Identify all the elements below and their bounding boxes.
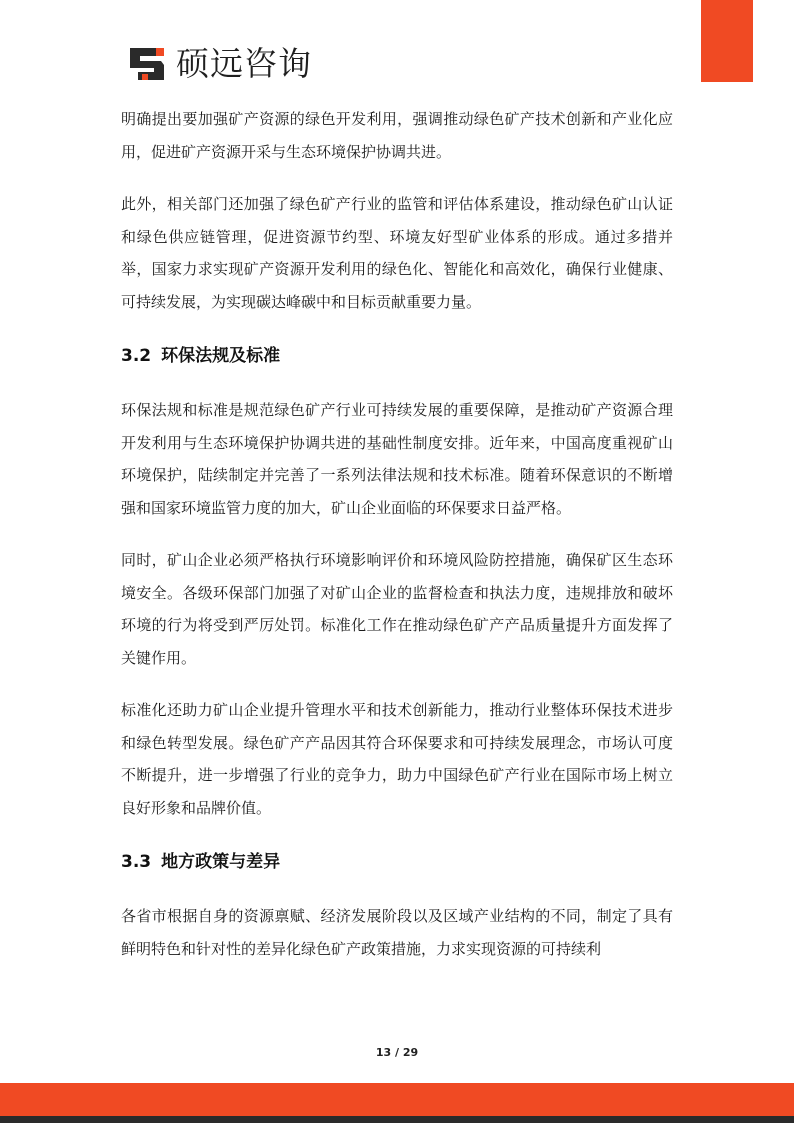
corner-accent-tab [701, 0, 753, 82]
logo-text: 硕远咨询 [176, 44, 312, 83]
section-title: 地方政策与差异 [161, 852, 281, 872]
page-number: 13 / 29 [375, 1046, 419, 1059]
document-body [121, 103, 673, 965]
paragraph: 此外，相关部门还加强了绿色矿产行业的监管和评估体系建设，推动绿色矿山认证和绿色供应链管理，促进资源节约型、环境友好型矿业体系的形成。通过多措并举，国家力求实现矿产资源开发利用的绿色化、智能化和高效化，确保行业健康、可持续发展，为实现碳达峰碳中和目标贡献重要力量。 [121, 195, 673, 311]
brand-mark-icon [128, 46, 166, 82]
logo [128, 44, 312, 84]
footer-accent-bar [0, 1083, 794, 1116]
section-title: 环保法规及标准 [161, 346, 281, 366]
section-heading-3-3 [121, 846, 673, 878]
section-number: 3.3 [121, 852, 152, 872]
paragraph: 标准化还助力矿山企业提升管理水平和技术创新能力，推动行业整体环保技术进步和绿色转型发展。绿色矿产产品因其符合环保要求和可持续发展理念，市场认可度不断提升，进一步增强了行业的竞争力，助力中国绿色矿产行业在国际市场上树立良好形象和品牌价值。 [121, 701, 673, 817]
footer-dark-strip [0, 1116, 794, 1123]
paragraph: 环保法规和标准是规范绿色矿产行业可持续发展的重要保障，是推动矿产资源合理开发利用与生态环境保护协调共进的基础性制度安排。近年来，中国高度重视矿山环境保护，陆续制定并完善了一系列法律法规和技术标准。随着环保意识的不断增强和国家环境监管力度的加大，矿山企业面临的环保要求日益严格。 [121, 401, 673, 517]
section-number: 3.2 [121, 346, 152, 366]
paragraph: 各省市根据自身的资源禀赋、经济发展阶段以及区域产业结构的不同，制定了具有鲜明特色和针对性的差异化绿色矿产政策措施，力求实现资源的可持续利 [121, 907, 673, 958]
paragraph: 同时，矿山企业必须严格执行环境影响评价和环境风险防控措施，确保矿区生态环境安全。各级环保部门加强了对矿山企业的监督检查和执法力度，违规排放和破坏环境的行为将受到严厉处罚。标准化工作在推动绿色矿产产品质量提升方面发挥了关键作用。 [121, 551, 673, 667]
paragraph: 明确提出要加强矿产资源的绿色开发利用，强调推动绿色矿产技术创新和产业化应用，促进矿产资源开采与生态环境保护协调共进。 [121, 110, 673, 161]
section-heading-3-2 [121, 340, 673, 372]
